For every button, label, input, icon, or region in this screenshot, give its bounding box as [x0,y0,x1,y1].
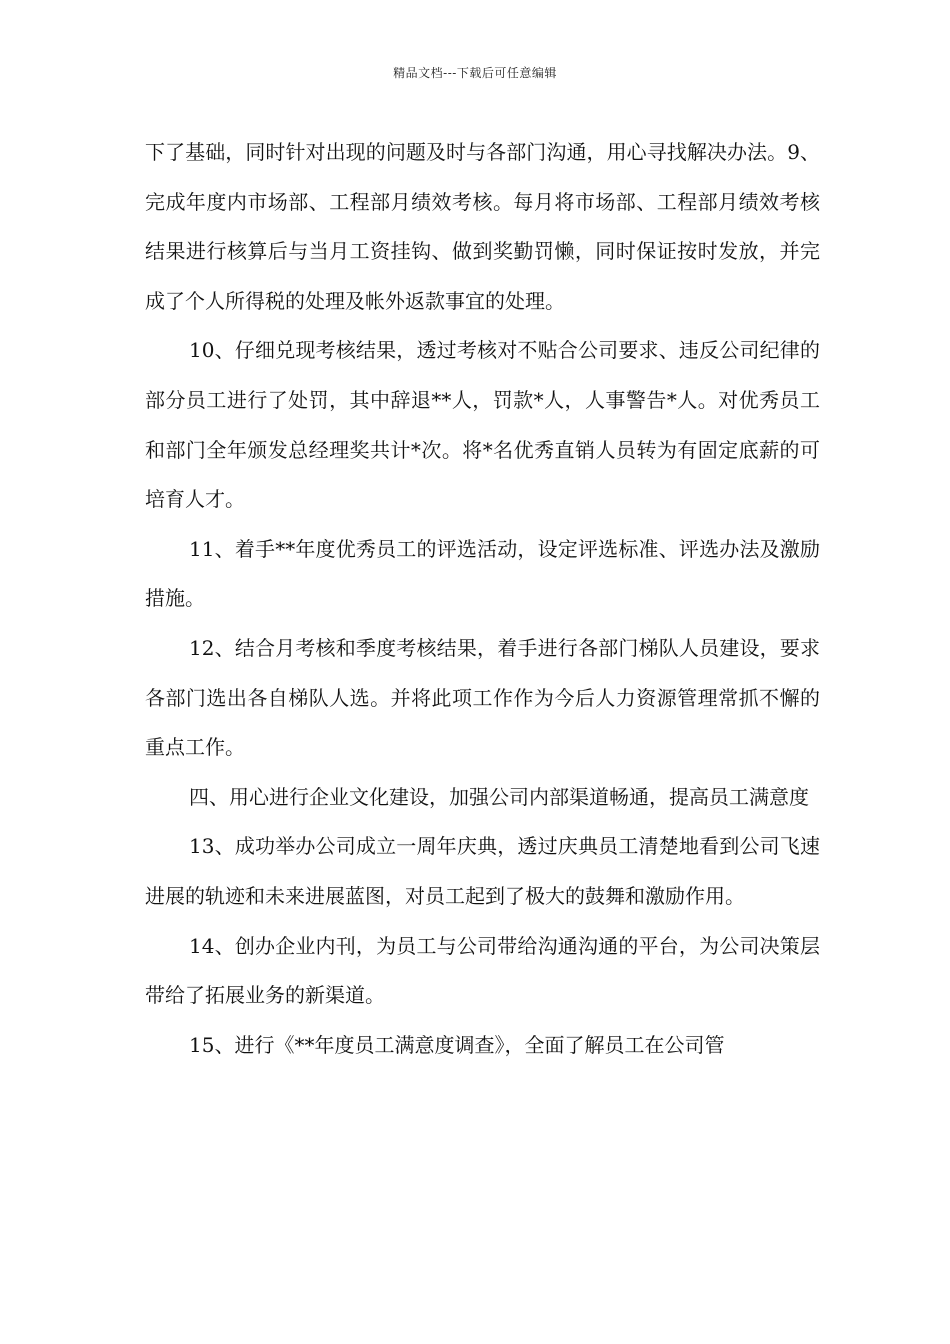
paragraph-item-15: 15、进行《**年度员工满意度调查》，全面了解员工在公司管 [189,1032,725,1057]
paragraph-continuation: 下了基础，同时针对出现的问题及时与各部门沟通，用心寻找解决办法。9、完成年度内市场部、工程部月绩效考核。每月将市场部、工程部月绩效考核结果进行核算后与当月工资挂钩、做到奖勤罚懒，同时保证按时发放，并完成了个人所得税的处理及帐外返款事宜的处理。 [145,140,820,313]
paragraph-item-14: 14、创办企业内刊，为员工与公司带给沟通沟通的平台，为公司决策层带给了拓展业务的新渠道。 [145,933,820,1008]
paragraph-item-12: 12、结合月考核和季度考核结果，着手进行各部门梯队人员建设，要求各部门选出各自梯队人选。并将此项工作作为今后人力资源管理常抓不懈的重点工作。 [145,635,820,760]
paragraph-item-11: 11、着手**年度优秀员工的评选活动，设定评选标准、评选办法及激励措施。 [145,536,820,611]
paragraph-item-13: 13、成功举办公司成立一周年庆典，透过庆典员工清楚地看到公司飞速进展的轨迹和未来进展蓝图，对员工起到了极大的鼓舞和激励作用。 [145,834,820,908]
page-header: 精品文档---下载后可任意编辑 [393,66,557,80]
document-body [145,128,820,1070]
section-heading-4: 四、用心进行企业文化建设，加强公司内部渠道畅通，提高员工满意度 [189,784,809,809]
paragraph-item-10: 10、仔细兑现考核结果，透过考核对不贴合公司要求、违反公司纪律的部分员工进行了处罚，其中辞退**人，罚款*人，人事警告*人。对优秀员工和部门全年颁发总经理奖共计*次。将*名优秀直销人员转为有固定底薪的可培育人才。 [145,338,820,512]
